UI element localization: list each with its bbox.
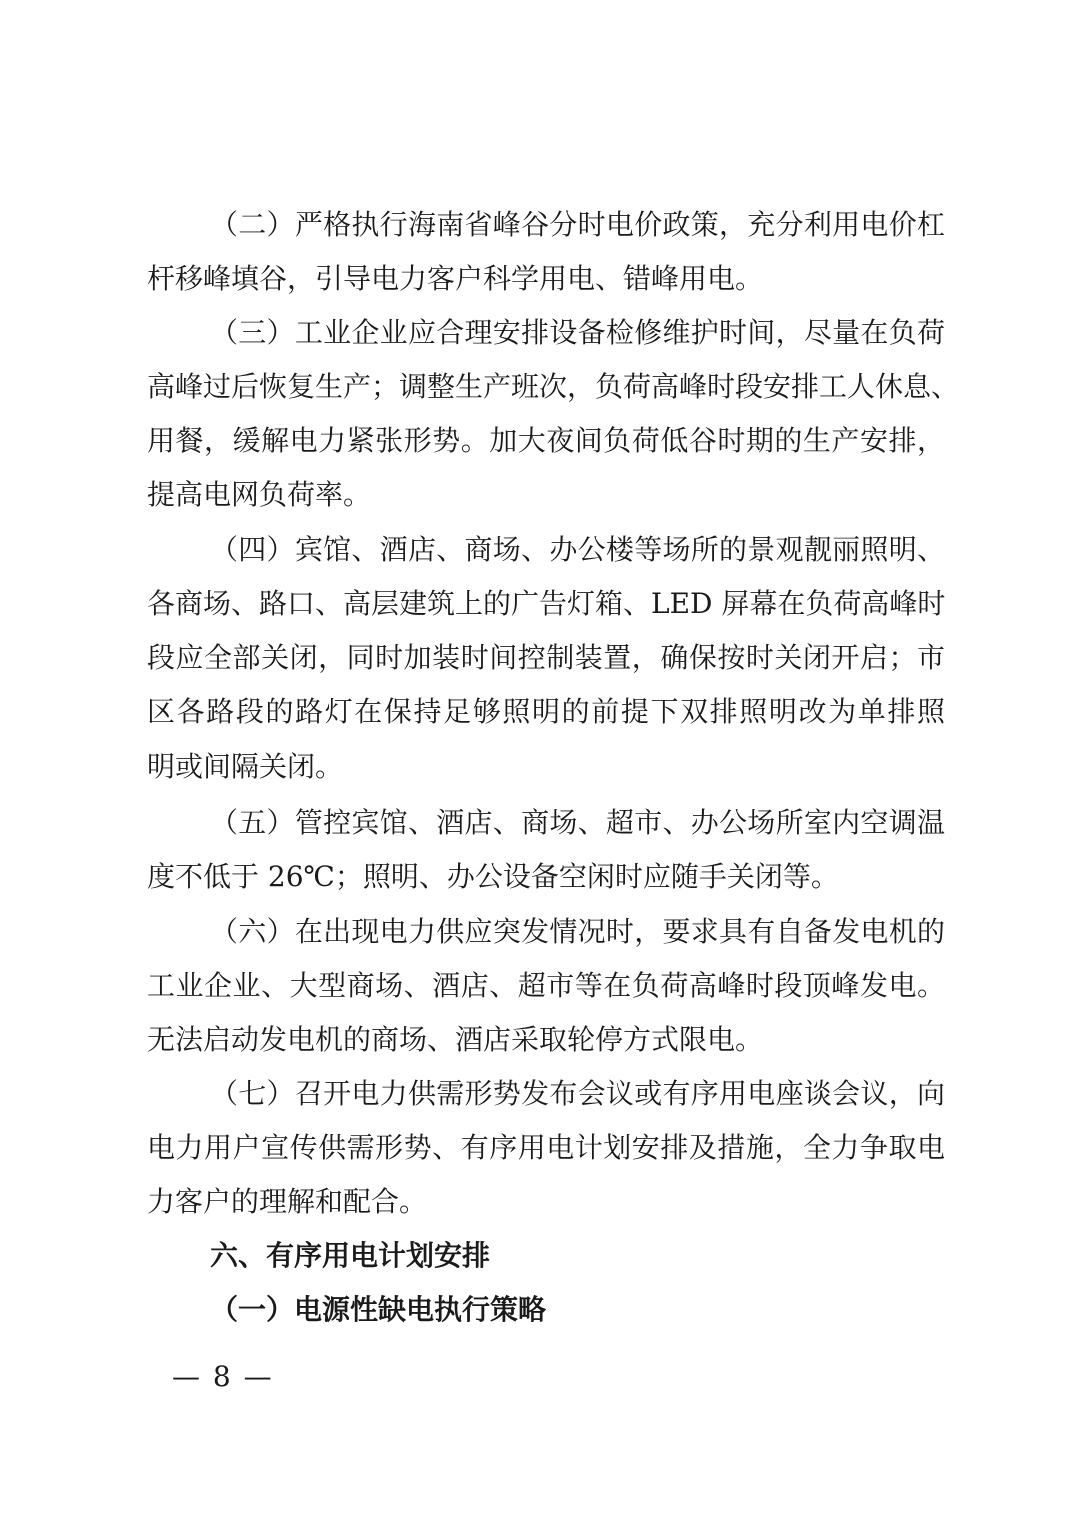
paragraph-line: 电力用户宣传供需形势、有序用电计划安排及措施，全力争取电 [147, 1131, 945, 1164]
section-heading: 六、有序用电计划安排 [210, 1239, 491, 1272]
paragraph-line: 各商场、路口、高层建筑上的广告灯箱、LED 屏幕在负荷高峰时 [147, 587, 946, 620]
paragraph-line: （七）召开电力供需形势发布会议或有序用电座谈会议，向 [210, 1077, 945, 1110]
paragraph-line: （四）宾馆、酒店、商场、办公楼等场所的景观靓丽照明、 [210, 533, 945, 566]
paragraph-line: 力客户的理解和配合。 [147, 1185, 428, 1218]
paragraph-line: （三）工业企业应合理安排设备检修维护时间，尽量在负荷 [210, 316, 945, 349]
paragraph-line: 工业企业、大型商场、酒店、超市等在负荷高峰时段顶峰发电。 [147, 969, 945, 1002]
paragraph-line: 明或间隔关闭。 [147, 750, 344, 783]
subsection-heading: （一）电源性缺电执行策略 [210, 1293, 547, 1326]
paragraph-line: 度不低于 26℃；照明、办公设备空闲时应随手关闭等。 [147, 860, 839, 893]
paragraph-line: 段应全部关闭，同时加装时间控制装置，确保按时关闭开启；市 [147, 641, 945, 674]
paragraph-line: 提高电网负荷率。 [147, 478, 372, 511]
paragraph-line: 区各路段的路灯在保持足够照明的前提下双排照明改为单排照 [147, 695, 945, 728]
paragraph-line: 杆移峰填谷，引导电力客户科学用电、错峰用电。 [147, 262, 764, 295]
paragraph-line: 用餐，缓解电力紧张形势。加大夜间负荷低谷时期的生产安排， [147, 424, 945, 457]
paragraph-line: （二）严格执行海南省峰谷分时电价政策，充分利用电价杠 [210, 208, 945, 241]
page-number: — 8 — [172, 1360, 274, 1393]
paragraph-line: 无法启动发电机的商场、酒店采取轮停方式限电。 [147, 1023, 764, 1056]
paragraph-line: （六）在出现电力供应突发情况时，要求具有自备发电机的 [210, 915, 945, 948]
paragraph-line: 高峰过后恢复生产；调整生产班次，负荷高峰时段安排工人休息、 [147, 370, 960, 403]
paragraph-line: （五）管控宾馆、酒店、商场、超市、办公场所室内空调温 [210, 806, 945, 839]
